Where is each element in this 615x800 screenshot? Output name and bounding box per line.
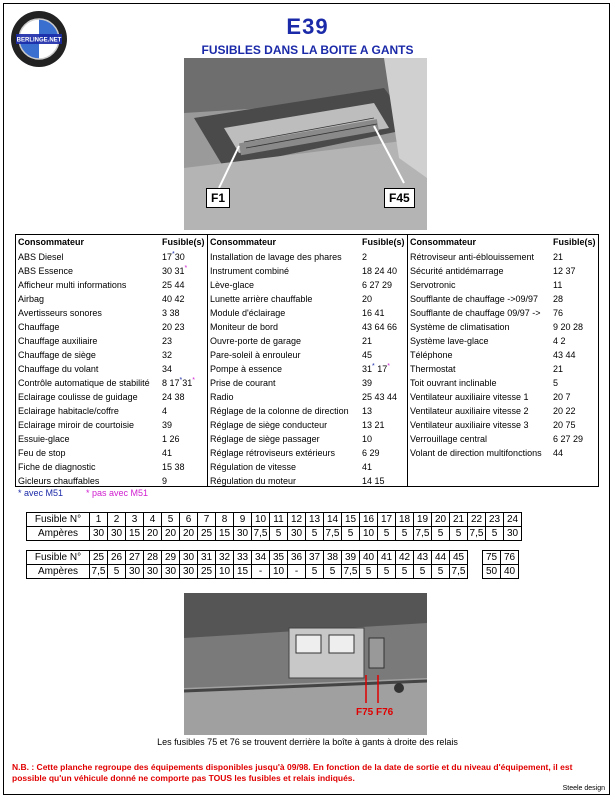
- fuse-amp: -: [252, 565, 270, 579]
- fuse-number: 43: [414, 551, 432, 565]
- consumer-name: Fiche de diagnostic: [18, 462, 96, 472]
- fuse-number: 31: [198, 551, 216, 565]
- consumer-row: [16, 348, 207, 362]
- fuse-number: 11: [270, 513, 288, 527]
- consumer-fuses: 4 2: [553, 336, 566, 346]
- consumer-name: Téléphone: [410, 350, 453, 360]
- fuse-number: 30: [180, 551, 198, 565]
- consumer-name: Afficheur multi informations: [18, 280, 127, 290]
- fuse-amp: 5: [414, 565, 432, 579]
- consumer-row: [408, 348, 598, 362]
- fuse-amp: 7,5: [90, 565, 108, 579]
- consumer-row: [16, 292, 207, 306]
- consumer-name: Verrouillage central: [410, 434, 488, 444]
- fuse-number: 38: [324, 551, 342, 565]
- fuse-number: 28: [144, 551, 162, 565]
- fuse-amp: 15: [126, 527, 144, 541]
- consumer-row: [16, 264, 207, 278]
- fuse-amp-row: [27, 565, 519, 579]
- consumer-row: [408, 264, 598, 278]
- consumer-name: Ventilateur auxiliaire vitesse 2: [410, 406, 529, 416]
- fuse-number: 14: [324, 513, 342, 527]
- fuse-amp: 30: [180, 565, 198, 579]
- fuse-amp: -: [288, 565, 306, 579]
- consumer-fuses: 2: [362, 252, 368, 262]
- fuse-amp: 10: [360, 527, 378, 541]
- fuse-number: 5: [162, 513, 180, 527]
- consumer-name: Servotronic: [410, 280, 456, 290]
- consumer-fuses: 15 38: [162, 462, 185, 472]
- page-subtitle: FUSIBLES DANS LA BOITE A GANTS: [201, 43, 414, 57]
- fuse-amp: 20: [180, 527, 198, 541]
- fuse-amp: 5: [306, 527, 324, 541]
- consumer-fuses: 16 41: [362, 308, 385, 318]
- consumer-fuses: 43 64 66: [362, 322, 398, 332]
- fuse-number: 41: [378, 551, 396, 565]
- fuse-number: 15: [342, 513, 360, 527]
- consumer-row: [208, 306, 407, 320]
- fuse-number: 23: [486, 513, 504, 527]
- fuse-number: 29: [162, 551, 180, 565]
- consumer-fuses: 41: [362, 462, 373, 472]
- fuse-number: 6: [180, 513, 198, 527]
- consumer-fuses: 14 15: [362, 476, 385, 486]
- note-text: N.B. : Cette planche regroupe des équipements disponibles jusqu'à 09/98. En fonction de la date de sortie et du niveau d'équipement, il est possible qu'un véhicule donné ne comporte pas TOUS les fusibles et relais indiqués.: [12, 762, 573, 783]
- consumer-row: [208, 460, 407, 474]
- consumer-fuses: 25 44: [162, 280, 185, 290]
- fuse-amp: 5: [342, 527, 360, 541]
- consumer-name: Rétroviseur anti-éblouissement: [410, 252, 535, 262]
- fuse-number: 8: [216, 513, 234, 527]
- consumer-name: Réglage rétroviseurs extérieurs: [210, 448, 336, 458]
- fuse-number-row: [27, 551, 519, 565]
- consumer-row: [208, 390, 407, 404]
- fuse-number: 10: [252, 513, 270, 527]
- consumer-fuses: 3 38: [162, 308, 180, 318]
- fuse-number: 13: [306, 513, 324, 527]
- consumer-fuses: 20: [362, 294, 373, 304]
- consumer-table: [15, 234, 599, 487]
- fuse-amp: 5: [486, 527, 504, 541]
- page-title: E39: [286, 14, 329, 39]
- consumer-name: Airbag: [18, 294, 45, 304]
- consumer-row: [208, 348, 407, 362]
- consumer-name: Ouvre-porte de garage: [210, 336, 302, 346]
- fuse-amp: 5: [270, 527, 288, 541]
- consumer-row: [208, 376, 407, 390]
- consumer-fuses: 11: [553, 280, 563, 290]
- consumer-fuses: 40 42: [162, 294, 185, 304]
- consumer-fuses: 44: [553, 448, 564, 458]
- fuse-number: 7: [198, 513, 216, 527]
- consumer-fuses: 34: [162, 364, 173, 374]
- consumer-row: [208, 320, 407, 334]
- consumer-fuses: 8 17*31*: [162, 377, 196, 388]
- consumer-row: [408, 250, 598, 264]
- fuse-amp: 30: [126, 565, 144, 579]
- glovebox-fuse-photo: [184, 58, 427, 230]
- consumer-name: Moniteur de bord: [210, 322, 279, 332]
- consumer-header-row: [208, 235, 407, 250]
- consumer-row: [408, 418, 598, 432]
- fuse-label-f45: F45: [384, 188, 415, 208]
- fuse-amp-label: Ampères: [27, 565, 90, 579]
- fuse-amp: 25: [198, 527, 216, 541]
- consumer-row: [408, 376, 598, 390]
- fuse-number: 2: [108, 513, 126, 527]
- consumer-row: [16, 362, 207, 376]
- consumer-fuses: 28: [553, 294, 564, 304]
- consumer-row: [408, 446, 598, 460]
- fuse-amp: 30: [108, 527, 126, 541]
- logo-text: BERLINGE.NET: [16, 37, 62, 44]
- fuse-number: 34: [252, 551, 270, 565]
- consumer-name: Pare-soleil à enrouleur: [210, 350, 301, 360]
- consumer-row: [16, 432, 207, 446]
- consumer-fuses: 6 27 29: [553, 434, 584, 444]
- consumer-row: [208, 418, 407, 432]
- consumer-fuses: 45: [362, 350, 373, 360]
- fuse-amp: 7,5: [450, 565, 468, 579]
- consumer-name: Lunette arrière chauffable: [210, 294, 313, 304]
- consumer-fuses: 10: [362, 434, 373, 444]
- consumer-fuses: 9: [162, 476, 168, 486]
- consumer-row: [16, 404, 207, 418]
- consumer-row: [16, 460, 207, 474]
- consumer-fuses: 32: [162, 350, 173, 360]
- fuse-amp: 30: [90, 527, 108, 541]
- fuse-amp: 5: [378, 565, 396, 579]
- fuse-number: 1: [90, 513, 108, 527]
- consumer-row: [408, 292, 598, 306]
- consumer-column-2: [207, 235, 407, 486]
- fuse-label-f1: F1: [206, 188, 230, 208]
- consumer-name: Prise de courant: [210, 378, 276, 388]
- fuse-number: 17: [378, 513, 396, 527]
- header-fuses: Fusible(s): [362, 237, 405, 247]
- fuse-amp: 5: [432, 565, 450, 579]
- consumer-name: Thermostat: [410, 364, 456, 374]
- fuse-amp: 25: [198, 565, 216, 579]
- consumer-row: [16, 418, 207, 432]
- consumer-fuses: 20 22: [553, 406, 576, 416]
- consumer-name: Eclairage coulisse de guidage: [18, 392, 138, 402]
- consumer-name: Installation de lavage des phares: [210, 252, 342, 262]
- consumer-fuses: 21: [553, 252, 564, 262]
- legend-with-m51: * avec M51: [18, 488, 64, 498]
- consumer-row: [16, 390, 207, 404]
- consumer-name: Volant de direction multifonctions: [410, 448, 542, 458]
- consumer-fuses: 21: [362, 336, 373, 346]
- consumer-fuses: 17*30: [162, 251, 185, 262]
- consumer-name: Toit ouvrant inclinable: [410, 378, 497, 388]
- fuse-amp: 5: [396, 565, 414, 579]
- consumer-column-3: [407, 235, 598, 486]
- fuse-number-label: Fusible N°: [27, 551, 90, 565]
- consumer-name: Avertisseurs sonores: [18, 308, 102, 318]
- consumer-row: [208, 278, 407, 292]
- fuse-number: 4: [144, 513, 162, 527]
- fuse-number: 26: [108, 551, 126, 565]
- consumer-name: Chauffage: [18, 322, 60, 332]
- fuse-amp: 30: [144, 565, 162, 579]
- header-consumer: Consommateur: [210, 237, 277, 247]
- consumer-row: [208, 446, 407, 460]
- consumer-name: Eclairage habitacle/coffre: [18, 406, 119, 416]
- fuse-number: 27: [126, 551, 144, 565]
- fuse-number: 16: [360, 513, 378, 527]
- consumer-name: Radio: [210, 392, 234, 402]
- consumer-name: Système de climatisation: [410, 322, 510, 332]
- consumer-row: [408, 320, 598, 334]
- consumer-header-row: [408, 235, 598, 250]
- consumer-row: [16, 278, 207, 292]
- consumer-row: [408, 432, 598, 446]
- fuse-amp: 5: [306, 565, 324, 579]
- consumer-fuses: 6 27 29: [362, 280, 393, 290]
- fuse-amp: 5: [450, 527, 468, 541]
- consumer-row: [208, 474, 407, 488]
- header-fuses: Fusible(s): [553, 237, 596, 247]
- fuse-amp: 30: [504, 527, 522, 541]
- consumer-row: [16, 474, 207, 488]
- consumer-name: Gicleurs chauffables: [18, 476, 100, 486]
- fuse-number: 19: [414, 513, 432, 527]
- fuse-number: 21: [450, 513, 468, 527]
- fuse-amp: 30: [288, 527, 306, 541]
- consumer-name: Soufflante de chauffage 09/97 ->: [410, 308, 541, 318]
- consumer-fuses: 5: [553, 378, 559, 388]
- consumer-row: [408, 334, 598, 348]
- consumer-row: [16, 376, 207, 390]
- table-gap: [468, 551, 483, 565]
- fuse-number: 39: [342, 551, 360, 565]
- consumer-name: Pompe à essence: [210, 364, 283, 374]
- fuse-number: 33: [234, 551, 252, 565]
- consumer-fuses: 13: [362, 406, 373, 416]
- fuse-amp: 30: [234, 527, 252, 541]
- consumer-fuses: 13 21: [362, 420, 385, 430]
- fuse-amp: 5: [360, 565, 378, 579]
- table-gap: [468, 565, 483, 579]
- fuse-number: 45: [450, 551, 468, 565]
- fuse-number: 35: [270, 551, 288, 565]
- consumer-fuses: 4: [162, 406, 168, 416]
- consumer-name: Chauffage de siège: [18, 350, 96, 360]
- consumer-name: ABS Diesel: [18, 252, 64, 262]
- consumer-name: Feu de stop: [18, 448, 66, 458]
- consumer-fuses: 30 31*: [162, 265, 188, 276]
- consumer-row: [408, 362, 598, 376]
- consumer-fuses: 76: [553, 308, 564, 318]
- consumer-fuses: 23: [162, 336, 173, 346]
- fuse-amp: 5: [432, 527, 450, 541]
- fuse-number-label: Fusible N°: [27, 513, 90, 527]
- consumer-name: Lève-glace: [210, 280, 255, 290]
- consumer-name: Instrument combiné: [210, 266, 290, 276]
- consumer-row: [408, 306, 598, 320]
- fuse-amp: 5: [396, 527, 414, 541]
- consumer-name: Réglage de siège conducteur: [210, 420, 328, 430]
- caption-relays: Les fusibles 75 et 76 se trouvent derrière la boîte à gants à droite des relais: [157, 737, 458, 747]
- fuse-number: 25: [90, 551, 108, 565]
- fuse-amp: 40: [501, 565, 519, 579]
- consumer-row: [16, 320, 207, 334]
- fuse-amp: 10: [216, 565, 234, 579]
- fuse-amp: 5: [378, 527, 396, 541]
- consumer-fuses: 12 37: [553, 266, 576, 276]
- fuse-amp: 7,5: [468, 527, 486, 541]
- fuse-number-row: [27, 513, 522, 527]
- consumer-name: Régulation de vitesse: [210, 462, 297, 472]
- header-fuses: Fusible(s): [162, 237, 205, 247]
- fuse-amp: 10: [270, 565, 288, 579]
- fuse-amp-row: [27, 527, 522, 541]
- consumer-fuses: 43 44: [553, 350, 576, 360]
- fuse-amp: 7,5: [414, 527, 432, 541]
- fuse-number: 32: [216, 551, 234, 565]
- fuse-amp: 50: [483, 565, 501, 579]
- consumer-header-row: [16, 235, 207, 250]
- fuse-number: 22: [468, 513, 486, 527]
- fuse-number: 42: [396, 551, 414, 565]
- fuse-number: 40: [360, 551, 378, 565]
- fuse-amp: 20: [144, 527, 162, 541]
- header-consumer: Consommateur: [18, 237, 85, 247]
- consumer-row: [408, 390, 598, 404]
- consumer-fuses: 18 24 40: [362, 266, 398, 276]
- fuse-amp: 15: [216, 527, 234, 541]
- fuse-number: 36: [288, 551, 306, 565]
- consumer-name: ABS Essence: [18, 266, 74, 276]
- fuse-label-f75-f76: F75 F76: [356, 707, 394, 718]
- fuse-amperage-table-1: [26, 512, 522, 541]
- consumer-row: [208, 404, 407, 418]
- consumer-fuses: 21: [553, 364, 564, 374]
- consumer-name: Ventilateur auxiliaire vitesse 3: [410, 420, 529, 430]
- consumer-fuses: 25 43 44: [362, 392, 398, 402]
- consumer-name: Contrôle automatique de stabilité: [18, 378, 150, 388]
- fuse-amp: 5: [108, 565, 126, 579]
- fuse-number: 18: [396, 513, 414, 527]
- fuse-number: 44: [432, 551, 450, 565]
- consumer-fuses: 20 75: [553, 420, 576, 430]
- fuse-amp: 20: [162, 527, 180, 541]
- fuse-amp: 7,5: [342, 565, 360, 579]
- fuse-number: 9: [234, 513, 252, 527]
- fuse-amp: 5: [324, 565, 342, 579]
- fuse-number: 3: [126, 513, 144, 527]
- consumer-row: [208, 334, 407, 348]
- fuse-amp: 7,5: [252, 527, 270, 541]
- consumer-name: Régulation du moteur: [210, 476, 297, 486]
- consumer-name: Module d'éclairage: [210, 308, 286, 318]
- fuse-amperage-table-2: [26, 550, 519, 579]
- consumer-row: [408, 404, 598, 418]
- consumer-row: [208, 264, 407, 278]
- fuse-amp: 7,5: [324, 527, 342, 541]
- consumer-name: Essuie-glace: [18, 434, 70, 444]
- consumer-name: Système lave-glace: [410, 336, 489, 346]
- header-consumer: Consommateur: [410, 237, 477, 247]
- consumer-row: [208, 292, 407, 306]
- consumer-row: [208, 432, 407, 446]
- consumer-fuses: 20 23: [162, 322, 185, 332]
- relay-fuse-photo: [184, 593, 427, 735]
- fuse-number: 75: [483, 551, 501, 565]
- consumer-row: [208, 250, 407, 264]
- consumer-name: Sécurité antidémarrage: [410, 266, 504, 276]
- consumer-fuses: 6 29: [362, 448, 380, 458]
- fuse-amp-label: Ampères: [27, 527, 90, 541]
- consumer-fuses: 31* 17*: [362, 363, 390, 374]
- fuse-amp: 30: [162, 565, 180, 579]
- fuse-number: 12: [288, 513, 306, 527]
- consumer-column-1: [16, 235, 207, 486]
- fuse-number: 76: [501, 551, 519, 565]
- consumer-row: [16, 306, 207, 320]
- fuse-number: 20: [432, 513, 450, 527]
- consumer-name: Ventilateur auxiliaire vitesse 1: [410, 392, 529, 402]
- consumer-fuses: 9 20 28: [553, 322, 584, 332]
- consumer-name: Soufflante de chauffage ->09/97: [410, 294, 539, 304]
- consumer-fuses: 1 26: [162, 434, 180, 444]
- consumer-name: Chauffage du volant: [18, 364, 99, 374]
- consumer-name: Chauffage auxiliaire: [18, 336, 98, 346]
- consumer-fuses: 41: [162, 448, 173, 458]
- fuse-number: 37: [306, 551, 324, 565]
- consumer-row: [16, 334, 207, 348]
- consumer-fuses: 24 38: [162, 392, 185, 402]
- credit-text: Steele design: [562, 785, 605, 792]
- consumer-fuses: 39: [362, 378, 373, 388]
- consumer-name: Réglage de siège passager: [210, 434, 320, 444]
- consumer-name: Eclairage miroir de courtoisie: [18, 420, 135, 430]
- consumer-row: [16, 250, 207, 264]
- fuse-amp: 15: [234, 565, 252, 579]
- consumer-fuses: 20 7: [553, 392, 571, 402]
- consumer-fuses: 39: [162, 420, 173, 430]
- consumer-row: [208, 362, 407, 376]
- consumer-name: Réglage de la colonne de direction: [210, 406, 349, 416]
- fuse-number: 24: [504, 513, 522, 527]
- consumer-row: [16, 446, 207, 460]
- consumer-row: [408, 278, 598, 292]
- legend-without-m51: * pas avec M51: [86, 488, 149, 498]
